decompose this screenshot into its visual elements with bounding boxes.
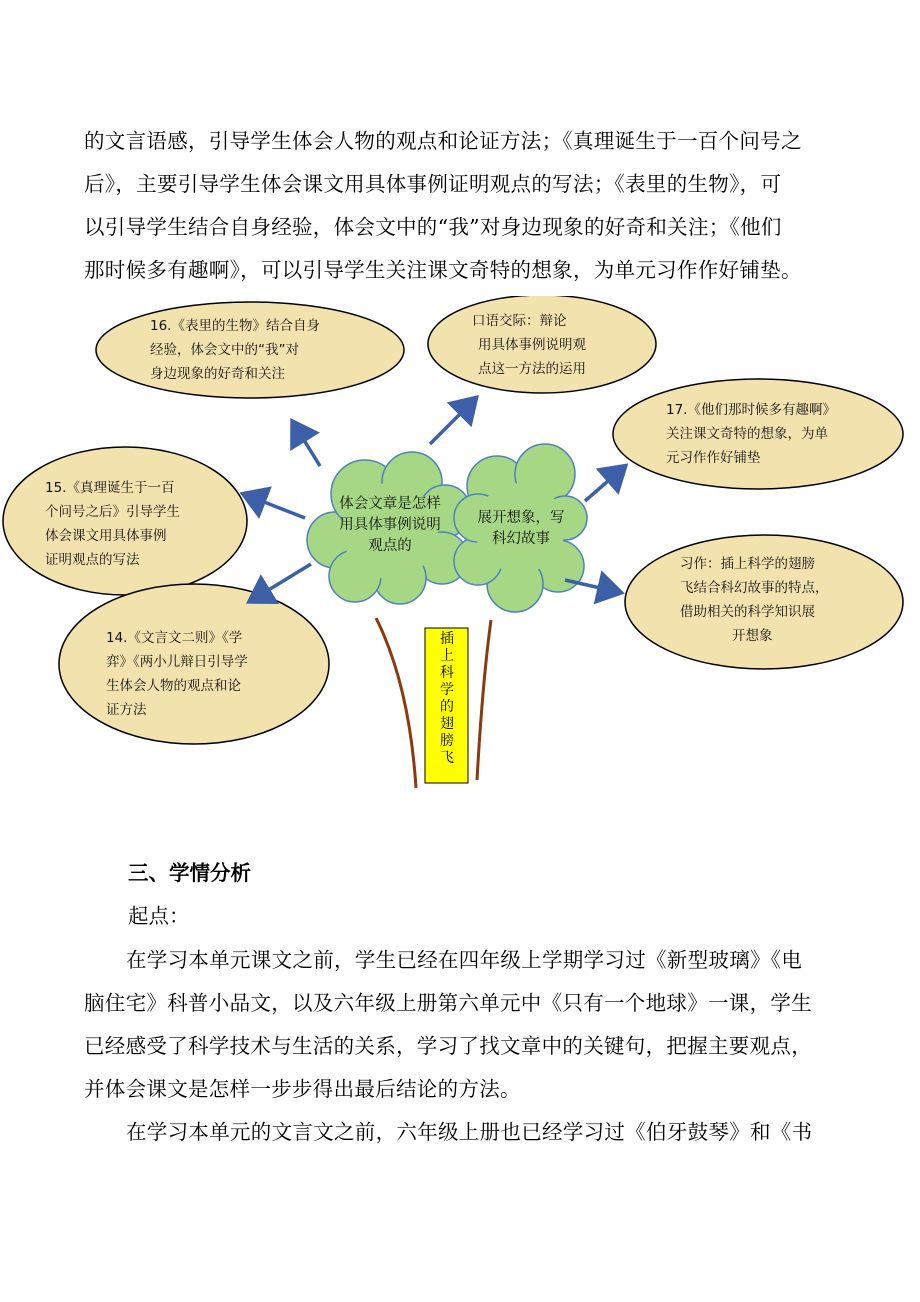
lesson-15-text: 15.《真理诞生于一百 个问号之后》引导学生 体会课文用具体事例 证明观点的写法 — [45, 480, 180, 568]
text-line: 以引导学生结合自身经验，体会文中的“我”对身边现象的好奇和关注；《他们 — [84, 215, 782, 239]
text-line: 在学习本单元的文言文之前，六年级上册也已经学习过《伯牙鼓琴》和《书 — [126, 1120, 813, 1144]
text-line: 那时候多有趣啊》，可以引导学生关注课文奇特的想象，为单元习作作好铺垫。 — [84, 258, 802, 282]
top-paragraph — [84, 120, 844, 292]
unit-mind-map — [0, 296, 920, 796]
text-line: 后》，主要引导学生体会课文用具体事例证明观点的写法；《表里的生物》，可 — [84, 172, 782, 196]
oral-text: 口语交际：辩论 用具体事例说明观 点这一方法的运用 — [472, 313, 586, 377]
text-line: 在学习本单元课文之前，学生已经在四年级上学期学习过《新型玻璃》《电 — [126, 948, 803, 972]
text-line: 并体会课文是怎样一步步得出最后结论的方法。 — [84, 1077, 521, 1101]
section-heading: 三、学情分析 — [128, 861, 251, 885]
text-line: 的文言语感，引导学生体会人物的观点和论证方法；《真理诞生于一百个问号之 — [84, 129, 802, 153]
arrow-to-oral — [430, 400, 474, 444]
lesson-16-text: 16.《表里的生物》结合自身 经验，体会文中的“我”对 身边现象的好奇和关注 — [150, 318, 320, 382]
trunk-right — [477, 620, 491, 780]
text-line: 已经感受了科学技术与生活的关系，学习了找文章中的关键句，把握主要观点， — [84, 1034, 812, 1058]
text-line: 脑住宅》科普小品文，以及六年级上册第六单元中《只有一个地球》一课，学生 — [84, 991, 812, 1015]
writing-text: 习作：插上科学的翅膀 飞结合科幻故事的特点， 借助相关的科学知识展 开想象 — [680, 556, 829, 644]
analysis-paragraph-1 — [84, 939, 844, 1111]
arrow-to-lesson-16 — [294, 424, 320, 466]
analysis-paragraph-2 — [84, 1111, 844, 1154]
trunk-label-text: 插 上 科 学 的 翅 膀 飞 — [440, 631, 454, 766]
cloud-right-text: 展开想象，写 科幻故事 — [477, 510, 565, 547]
trunk-left — [376, 618, 416, 788]
arrow-to-lesson-17 — [585, 468, 623, 501]
lesson-17-text: 17.《他们那时候多有趣啊》 关注课文奇特的想象，为单 元习作作好铺垫 — [666, 402, 836, 466]
arrow-to-lesson-14 — [252, 564, 311, 600]
lesson-14-text: 14.《文言文二则》《学 弈》《两小儿辩日引导学 生体会人物的观点和论 证方法 — [106, 630, 248, 718]
arrow-to-lesson-15 — [246, 495, 305, 518]
subheading-starting-point: 起点： — [128, 904, 190, 928]
cloud-left-text: 体会文章是怎样 用具体事例说明 观点的 — [339, 496, 441, 554]
